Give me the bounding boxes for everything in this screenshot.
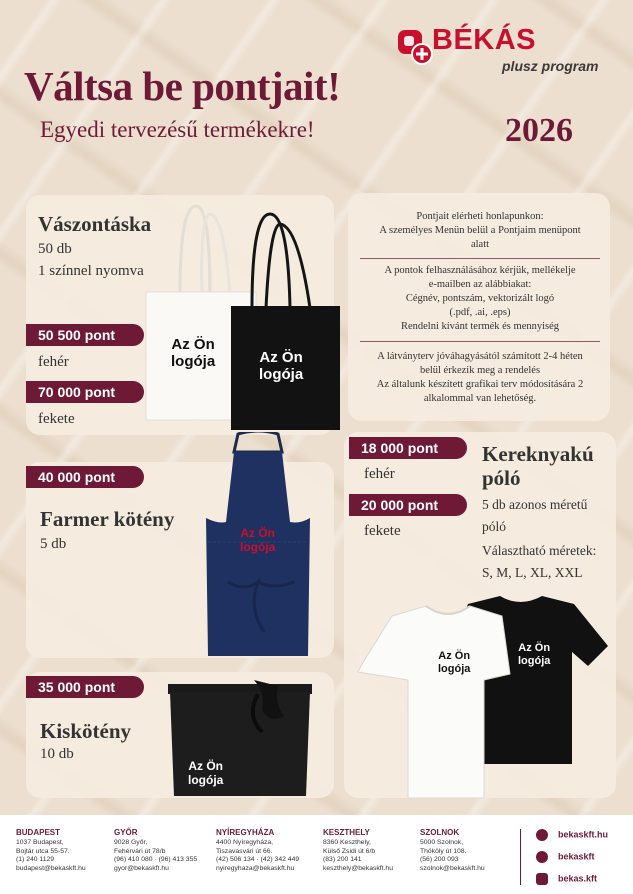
info-line: (.pdf, .ai, .eps) [449,307,511,318]
office-city: SZOLNOK [420,828,460,837]
office-line: Bojtár utca 55-57. [16,847,70,855]
info-line: A személyes Menün belül a Pontjaim menüpont [379,225,581,236]
info-block-3 [360,350,600,406]
office-email[interactable]: keszthely@bekaskft.hu [323,864,393,872]
social-label: bekas.kft [558,873,598,884]
tshirt-sizes [482,540,596,584]
logo-line2: logója [518,654,551,667]
office-line: 1037 Budapest, [16,839,64,847]
year-label: 2026 [505,112,573,149]
office-line: 5000 Szolnok, [420,839,464,847]
logo-line1: Az Ön [188,759,223,773]
info-line: Az általunk készített grafikai terv módosítására 2 [376,379,584,390]
tshirt-title [482,442,594,490]
tshirt-black-logo [518,642,550,667]
info-line: A pontok felhasználásához kérjük, mellékelje [384,265,576,276]
office-city: GYŐR [114,828,138,837]
office-city: NYÍREGYHÁZA [216,828,275,837]
office-budapest [16,829,86,873]
office-line: 8360 Keszthely, [323,839,371,847]
small-apron-price: 35 000 pont [26,676,144,698]
footer-divider [520,829,521,885]
small-apron-qty: 10 db [40,746,74,762]
office-gyor [114,829,197,873]
tote-black-price: 70 000 pont [26,381,144,403]
office-line: (1) 240 1129 [16,856,55,864]
office-line: Fehérvári út 78/b [114,847,166,855]
tshirt-white-price: 18 000 pont [349,437,467,459]
office-keszthely [323,829,393,873]
tote-white-price: 50 500 pont [26,324,144,346]
tshirt-white-label: fehér [364,466,395,482]
info-line: alkalommal van lehetőség. [423,393,537,404]
office-line: 4400 Nyíregyháza, [216,839,274,847]
tote-black-label: fekete [38,411,75,427]
logo-line2: logója [240,539,276,554]
tshirt-qty [482,494,587,538]
social-label: bekaskft [558,851,595,862]
tote-qty: 50 db [38,241,72,257]
bekas-logo [396,26,616,78]
logo-line1: Az Ön [518,642,551,654]
tshirt-title-line1: Kereknyakú [482,442,594,466]
office-line: (96) 410 080 · (96) 413 355 [114,856,198,864]
tshirt-white-logo [438,650,470,675]
footer [0,815,633,894]
info-block-2 [360,264,600,334]
info-line: belül érkezik meg a rendelés [419,365,541,376]
office-city: KESZTHELY [323,828,370,837]
brand-name: BÉKÁS [432,24,537,56]
logo-line1: Az Ön [259,349,303,366]
tote-white-logo [171,336,215,371]
tote-print: 1 színnel nyomva [38,263,144,279]
tote-black-logo [259,349,303,384]
logo-line2: logója [171,353,216,371]
tshirt-black-label: fekete [364,523,401,539]
info-line: A látványterv jóváhagyásától számított 2-4 héten [377,351,583,362]
tshirt-black-price: 20 000 pont [349,494,467,516]
social-instagram[interactable] [536,873,597,885]
social-website[interactable] [536,829,608,841]
denim-apron-logo [240,527,275,555]
denim-apron-title: Farmer kötény [40,507,175,531]
info-divider [360,341,600,342]
office-line: (42) 506 134 · (42) 342 449 [216,856,300,864]
page-subtitle: Egyedi tervezésű termékekre! [40,117,315,142]
denim-apron-price: 40 000 pont [26,466,144,488]
info-line: Cégnév, pontszám, vektorizált logó [405,293,555,304]
logo-line1: Az Ön [240,526,275,540]
info-block-1 [360,210,600,252]
brand-subtitle: plusz program [502,58,599,74]
tshirt-title-line2: póló [482,466,521,490]
info-divider [360,258,600,259]
bekas-logo-icon [396,26,436,66]
office-email[interactable]: budapest@bekaskft.hu [16,864,86,872]
office-line: (83) 200 141 [323,856,362,864]
logo-line2: logója [259,366,304,384]
tote-title: Vászontáska [38,212,152,236]
info-line: e-mailben az alábbiakat: [428,279,532,290]
logo-line2: logója [188,772,224,787]
office-line: (56) 200 093 [420,856,459,864]
office-line: 9028 Győr, [114,839,148,847]
office-email[interactable]: gyor@bekaskft.hu [114,864,169,872]
tshirt-sizes-list: S, M, L, XL, XXL [482,565,583,580]
tshirt-sizes-label: Választható méretek: [482,543,597,558]
small-apron-logo [188,760,223,788]
logo-line1: Az Ön [171,336,215,353]
office-city: BUDAPEST [16,828,61,837]
tote-bag-mockups [140,196,340,432]
office-email[interactable]: nyiregyhaza@bekaskft.hu [216,864,295,872]
office-line: Thököly út 108. [420,847,467,855]
logo-line1: Az Ön [438,650,471,662]
info-line: alatt [470,239,490,250]
tshirt-mockups [352,594,610,800]
small-apron-title: Kiskötény [40,719,132,743]
office-line: Külső Zsidi út 6/b [323,847,376,855]
tshirt-qty-line2: póló [482,519,507,534]
social-label: bekaskft.hu [558,829,609,840]
social-facebook[interactable] [536,851,595,863]
tote-white-label: fehér [38,354,69,370]
office-email[interactable]: szolnok@bekaskft.hu [420,864,485,872]
office-nyiregyhaza [216,829,299,873]
info-line: Rendelni kívánt termék és mennyiség [400,321,560,332]
denim-apron-qty: 5 db [40,536,67,552]
office-line: Tiszavasvári út 66. [216,847,273,855]
info-line: Pontjait elérheti honlapunkon: [416,211,544,222]
page-title: Váltsa be pontjait! [24,63,341,109]
tshirt-qty-line1: 5 db azonos méretű [482,497,588,512]
black-tote-bag [231,214,340,430]
logo-line2: logója [438,662,471,675]
facebook-icon [536,851,548,863]
globe-icon [536,829,548,841]
office-szolnok [420,829,485,873]
instagram-icon [536,873,548,885]
